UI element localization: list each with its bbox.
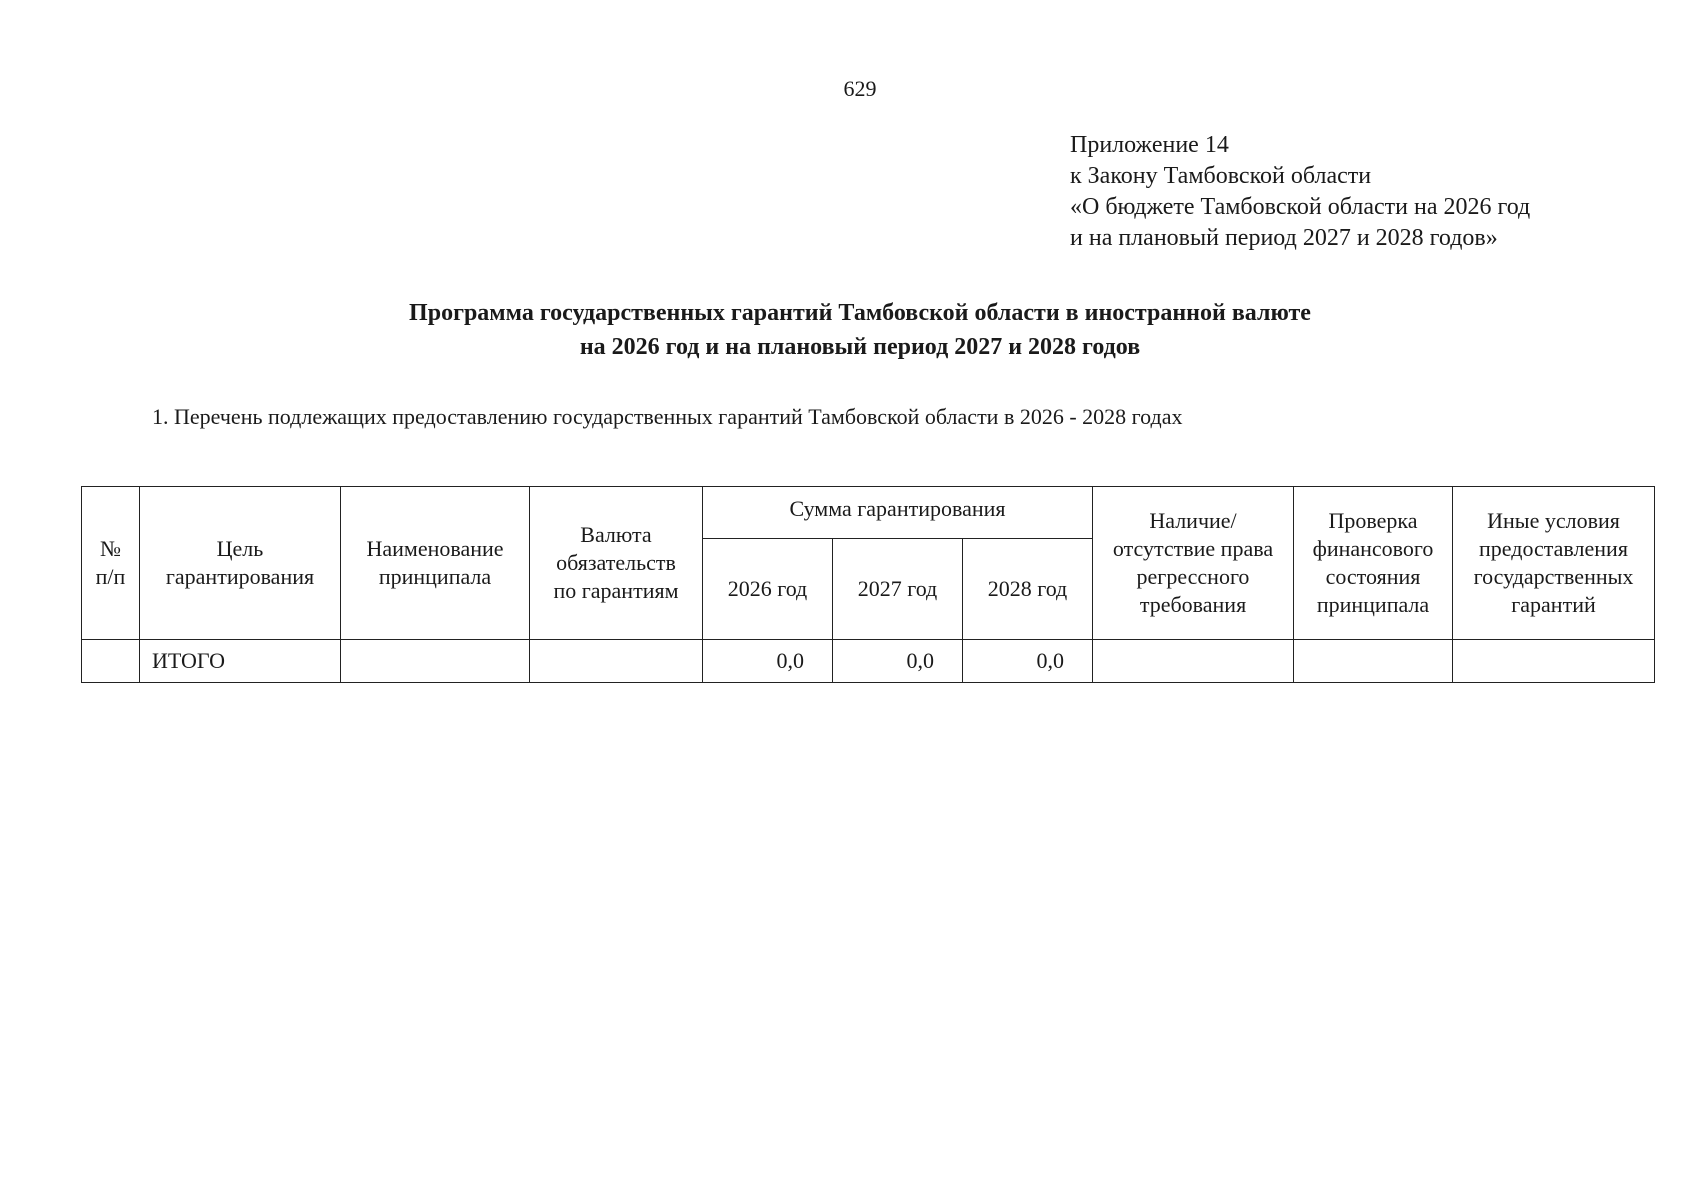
title-line-1: Программа государственных гарантий Тамбовской области в иностранной валюте (409, 300, 1311, 326)
header-number-line-1: № (100, 536, 121, 561)
header-other-line-1: Иные условия (1487, 508, 1620, 533)
header-other-line-2: предоставления (1479, 536, 1628, 561)
header-recourse-line-4: требования (1139, 592, 1247, 617)
table-row-total (82, 640, 1655, 683)
title-line-2: на 2026 год и на плановый период 2027 и 2028 годов (579, 334, 1141, 360)
header-principal-line-1: Наименование (366, 536, 504, 561)
header-sum-group: Сумма гарантирования (703, 487, 1093, 539)
header-recourse-line-2: отсутствие права (1112, 536, 1274, 561)
header-currency-line-1: Валюта (580, 522, 652, 547)
header-goal-line-1: Цель (216, 536, 264, 561)
header-other-conditions (1453, 487, 1655, 640)
total-number-cell (82, 640, 140, 683)
appendix-line-4: и на плановый период 2027 и 2028 годов» (1070, 225, 1498, 251)
header-number (82, 487, 140, 640)
header-other-line-3: государственных (1473, 564, 1634, 589)
header-currency (530, 487, 703, 640)
total-label-cell: ИТОГО (140, 640, 341, 683)
appendix-line-3: «О бюджете Тамбовской области на 2026 год (1070, 194, 1531, 220)
header-principal (341, 487, 530, 640)
header-year-2026: 2026 год (703, 539, 833, 640)
header-currency-line-3: по гарантиям (553, 578, 679, 603)
document-title (0, 296, 1697, 364)
total-sum-2027-cell: 0,0 (833, 640, 963, 683)
header-other-line-4: гарантий (1511, 592, 1596, 617)
header-check-line-1: Проверка (1328, 508, 1418, 533)
total-principal-cell (341, 640, 530, 683)
header-check-line-4: принципала (1316, 592, 1430, 617)
header-number-line-2: п/п (95, 564, 126, 589)
header-recourse-line-1: Наличие/ (1149, 508, 1237, 533)
header-goal-line-2: гарантирования (165, 564, 315, 589)
header-recourse-line-3: регрессного (1136, 564, 1250, 589)
total-currency-cell (530, 640, 703, 683)
header-principal-line-2: принципала (378, 564, 492, 589)
table-header-row (82, 487, 1655, 539)
appendix-line-1: Приложение 14 (1070, 132, 1229, 158)
total-other-cell (1453, 640, 1655, 683)
appendix-block (1070, 130, 1530, 254)
header-check-line-3: состояния (1325, 564, 1421, 589)
header-year-2028: 2028 год (963, 539, 1093, 640)
total-recourse-cell (1093, 640, 1294, 683)
header-goal (140, 487, 341, 640)
header-check-line-2: финансового (1312, 536, 1434, 561)
section-heading: 1. Перечень подлежащих предоставлению государственных гарантий Тамбовской области в 2026 - 2028 годах (152, 404, 1183, 429)
header-recourse (1093, 487, 1294, 640)
header-year-2027: 2027 год (833, 539, 963, 640)
total-sum-2026-cell: 0,0 (703, 640, 833, 683)
total-check-cell (1294, 640, 1453, 683)
page-number: 629 (843, 76, 877, 101)
header-financial-check (1294, 487, 1453, 640)
guarantees-table (81, 486, 1655, 683)
total-sum-2028-cell: 0,0 (963, 640, 1093, 683)
appendix-line-2: к Закону Тамбовской области (1070, 163, 1372, 189)
header-currency-line-2: обязательств (556, 550, 676, 575)
